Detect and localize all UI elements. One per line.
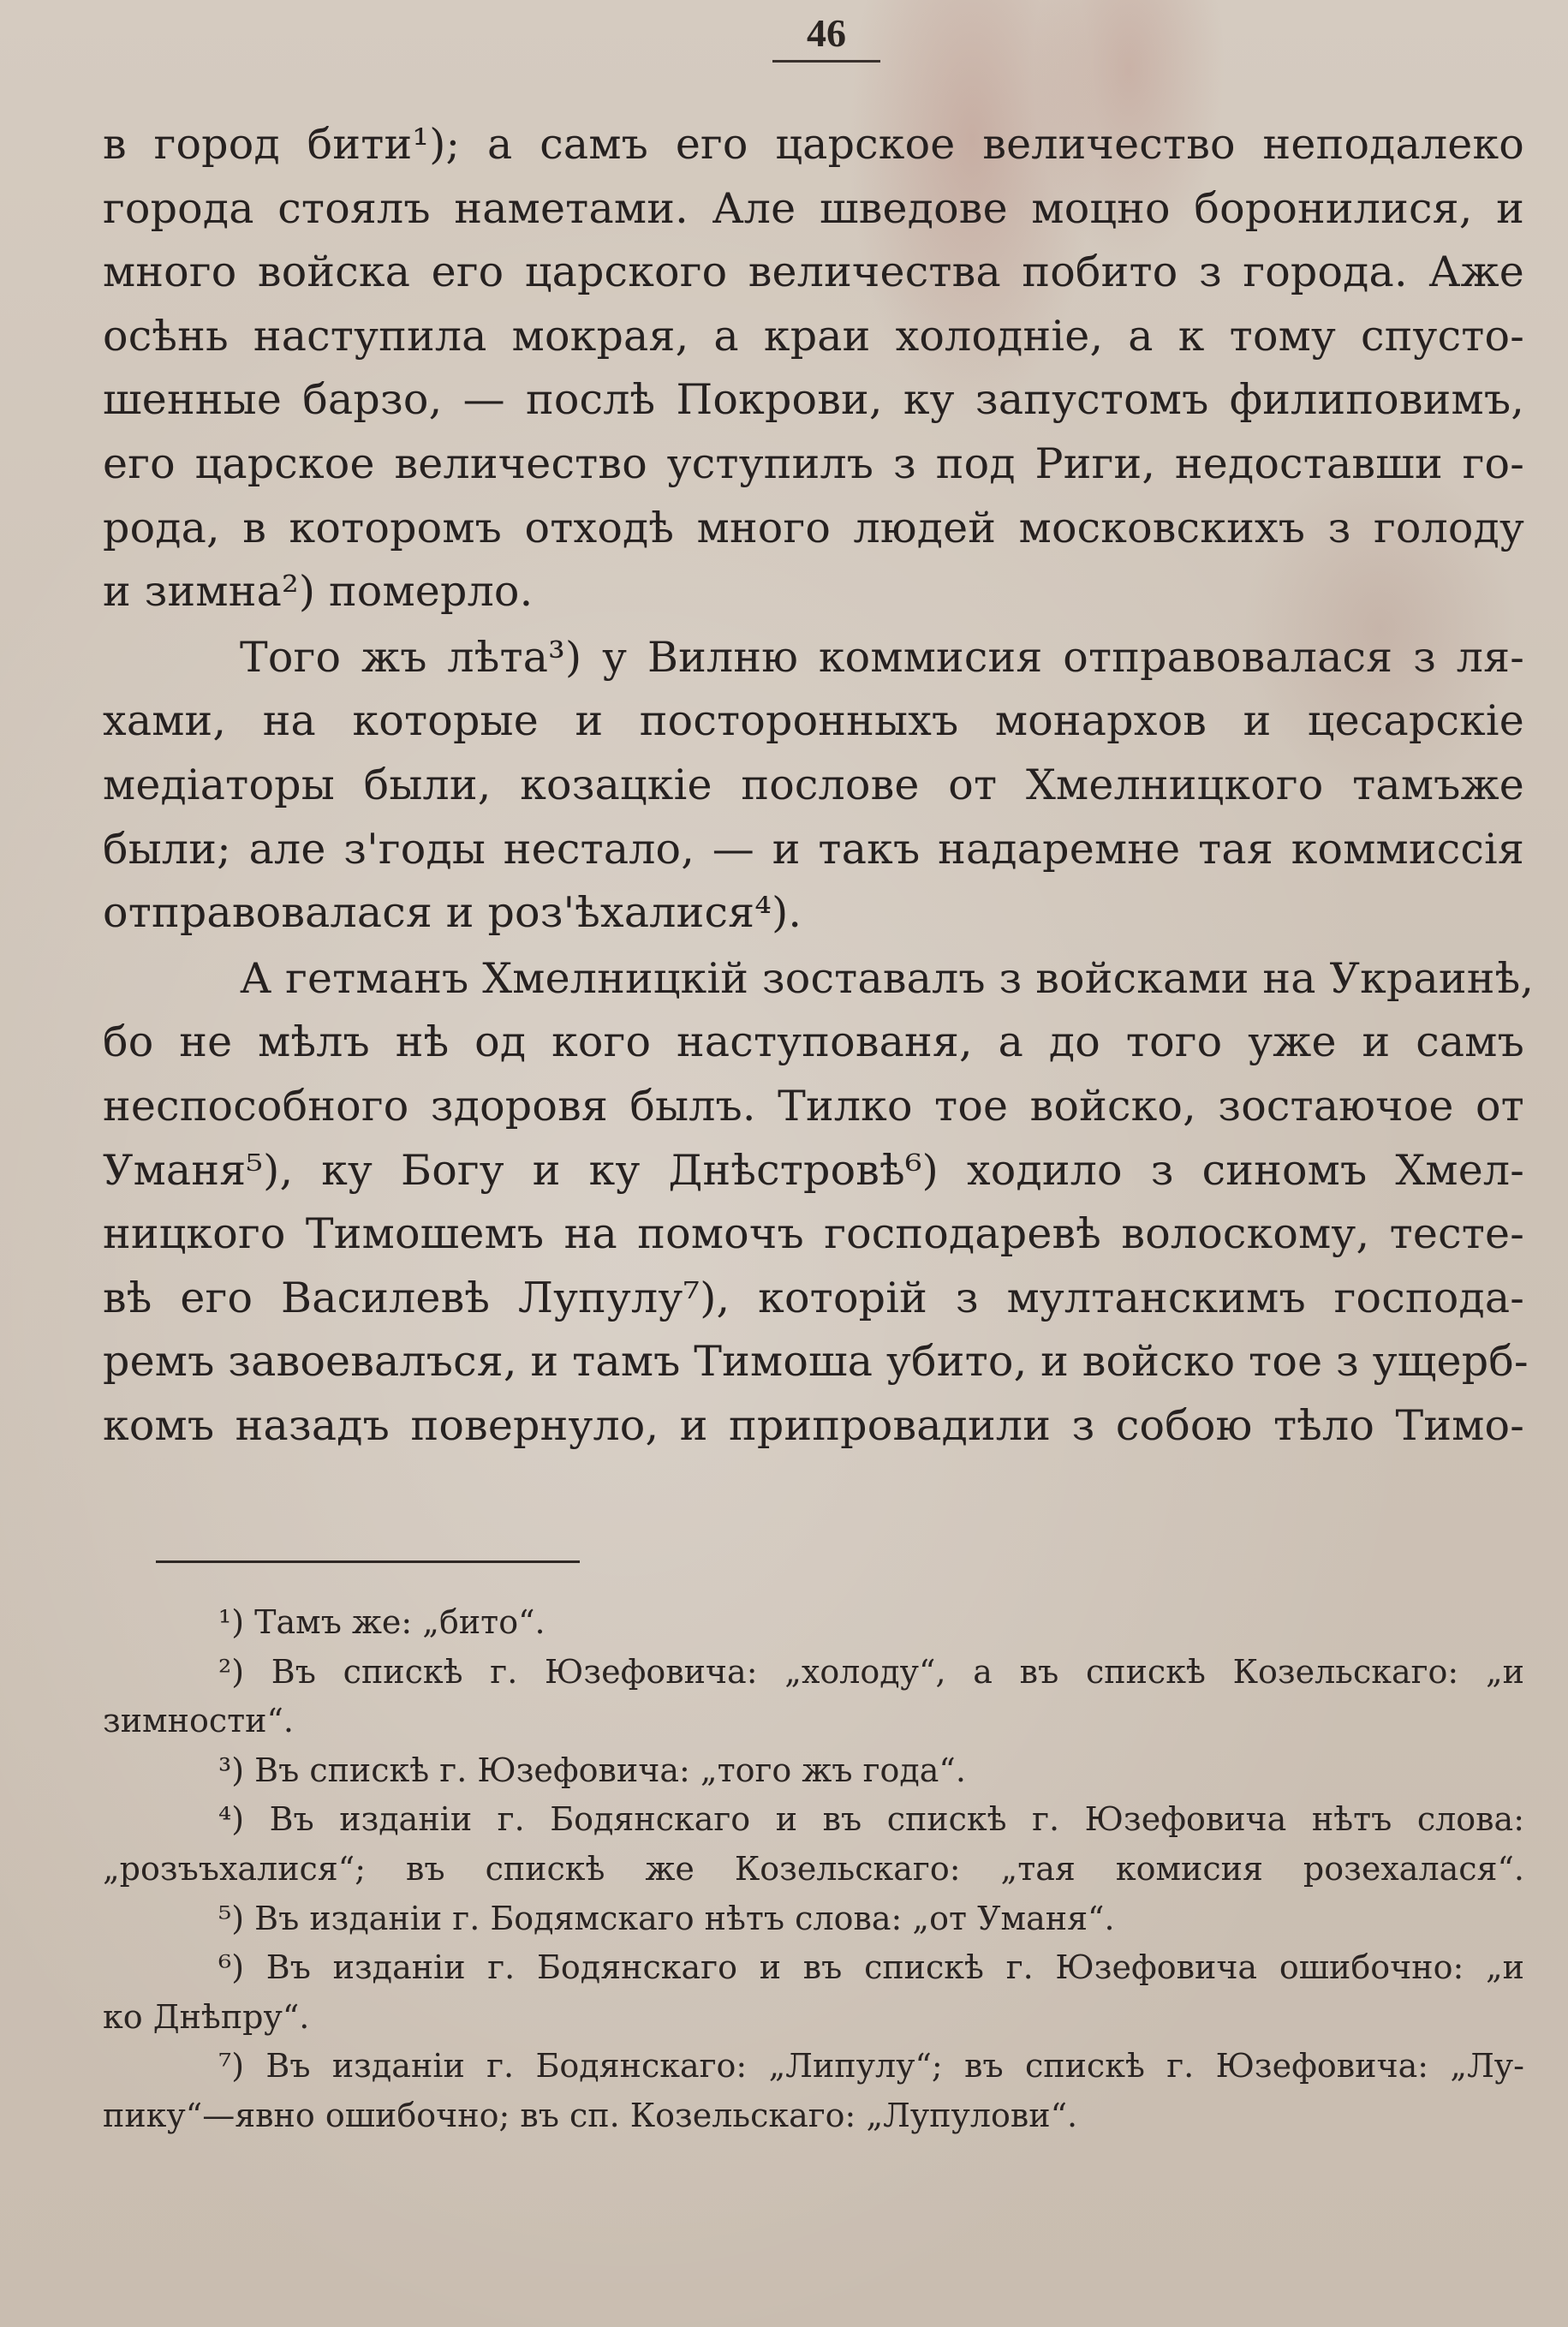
text-line: бо не мѣлъ нѣ од кого наступованя, а до того уже и самъ [103, 1017, 1524, 1067]
text-line: и зимна²) померло. [103, 567, 534, 617]
footnote-line: ¹) Тамъ же: „бито“. [218, 1603, 546, 1641]
paragraph [103, 626, 1524, 946]
header-rule [772, 60, 880, 63]
text-line: А гетманъ Хмелницкій зоставалъ з войсками на Украинѣ, [240, 953, 1535, 1003]
text-line: отправовалася и роз'ѣхалися⁴). [103, 888, 802, 938]
text-line: шенные барзо, — послѣ Покрови, ку запустомъ филиповимъ, [103, 375, 1524, 425]
page-number: 46 [807, 11, 846, 55]
footnote-rule [156, 1560, 580, 1563]
paragraph [103, 113, 1524, 624]
main-text [103, 113, 1535, 1458]
text-line: в город бити¹); а самъ его царское величество неподалеко [103, 120, 1524, 169]
footnote-line: ⁶) Въ изданіи г. Бодянскаго и въ спискѣ г. Юзефовича ошибочно: „и [218, 1948, 1524, 1987]
text-line: медіаторы были, козацкіе послове от Хмелницкого тамъже [103, 760, 1524, 809]
text-line: много войска его царского величества побито з города. Аже [103, 248, 1524, 297]
text-line: рода, в которомъ отходѣ много людей московскихъ з голоду [103, 503, 1524, 552]
text-line: неспособного здоровя былъ. Тилко тое войско, зостаючое от [103, 1081, 1524, 1131]
footnote-line: ⁴) Въ изданіи г. Бодянскаго и въ спискѣ г. Юзефовича нѣтъ слова: [218, 1800, 1524, 1839]
footnote-line: ²) Въ спискѣ г. Юзефовича: „холоду“, а въ спискѣ Козельскаго: „и [218, 1652, 1524, 1691]
footnote [103, 1943, 1524, 2042]
footnote [103, 1598, 1524, 1648]
footnote [103, 1894, 1524, 1944]
text-line: Того жъ лѣта³) у Вилню коммисия отправовалася з ля- [240, 632, 1524, 682]
footnote-line: зимности“. [103, 1702, 294, 1740]
text-line: осѣнь наступила мокрая, а краи холодніе, а к тому спусто- [103, 311, 1524, 361]
footnote [103, 1648, 1524, 1746]
footnotes [103, 1598, 1524, 2141]
paragraph [103, 947, 1535, 1459]
text-line: ремъ завоевалъся, и тамъ Тимоша убито, и войско тое з ущерб- [103, 1337, 1529, 1387]
text-line: города стоялъ наметами. Але шведове моцно боронилися, и [103, 183, 1524, 233]
footnote [103, 2042, 1524, 2140]
text-line: его царское величество уступилъ з под Риги, недоставши го- [103, 439, 1524, 488]
footnote [103, 1746, 1524, 1796]
text-line: вѣ его Василевѣ Лупулу⁷), которій з мултанскимъ господа- [103, 1273, 1524, 1322]
footnote-line: ⁵) Въ изданіи г. Бодямскаго нѣтъ слова: „от Уманя“. [218, 1899, 1115, 1937]
text-line: Уманя⁵), ку Богу и ку Днѣстровѣ⁶) ходило з синомъ Хмел- [103, 1145, 1524, 1195]
footnote-line: пику“—явно ошибочно; въ сп. Козельскаго: „Лупулови“. [103, 2096, 1078, 2134]
footnote-line: „розъъхалися“; въ спискѣ же Козельскаго: „тая комисия розехалася“. [103, 1849, 1524, 1888]
text-line: хами, на которые и посторонныхъ монархов и цесарскіе [103, 696, 1524, 746]
footnote-line: ³) Въ спискѣ г. Юзефовича: „того жъ года“. [218, 1751, 966, 1789]
text-line: комъ назадъ повернуло, и припровадили з собою тѣло Тимо- [103, 1400, 1524, 1450]
footnote [103, 1795, 1524, 1894]
text-line: ницкого Тимошемъ на помочъ господаревѣ волоскому, тесте- [103, 1209, 1524, 1259]
text-line: были; але з'годы нестало, — и такъ надаремне тая коммиссія [103, 824, 1524, 874]
footnote-line: ко Днѣпру“. [103, 1997, 310, 2036]
footnote-line: ⁷) Въ изданіи г. Бодянскаго: „Липулу“; въ спискѣ г. Юзефовича: „Лу- [218, 2047, 1524, 2085]
